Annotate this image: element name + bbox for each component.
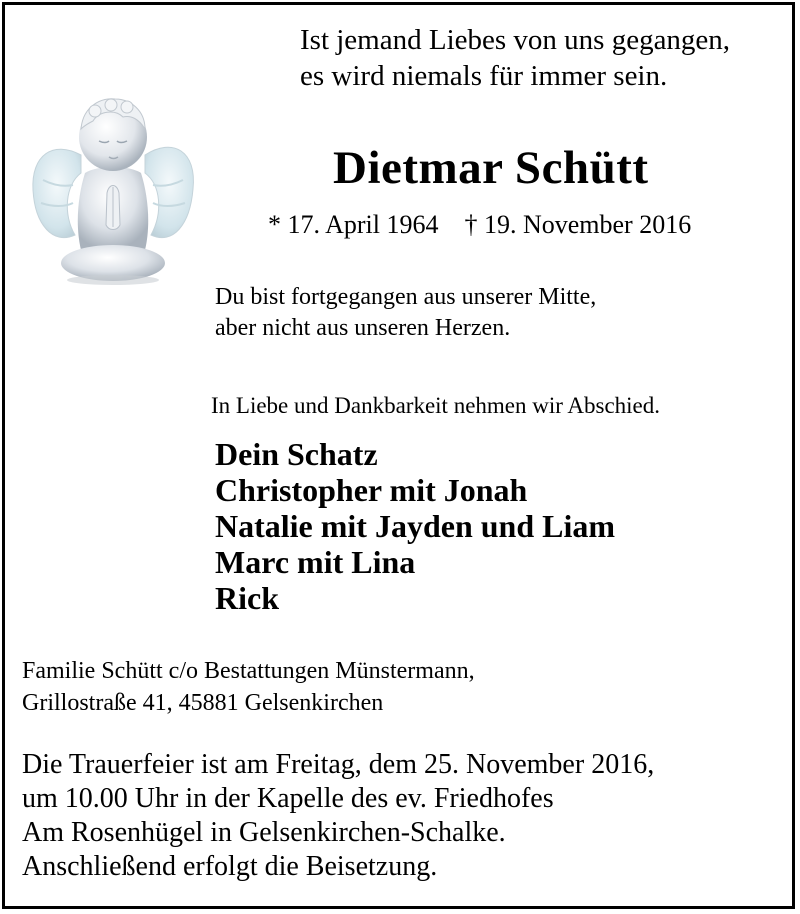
mourner-name: Christopher mit Jonah <box>215 472 528 508</box>
farewell-text: In Liebe und Dankbarkeit nehmen wir Abschied. <box>211 393 661 418</box>
contact-line: Familie Schütt c/o Bestattungen Münstermann, <box>22 658 475 684</box>
motto-verse <box>300 22 730 94</box>
life-dates <box>268 208 691 242</box>
quote-line: aber nicht aus unseren Herzen. <box>215 315 511 341</box>
mourner-name: Marc mit Lina <box>215 544 416 580</box>
service-line: Am Rosenhügel in Gelsenkirchen-Schalke. <box>22 817 506 848</box>
mourner-name: Rick <box>215 580 279 616</box>
contact-line: Grillostraße 41, 45881 Gelsenkirchen <box>22 690 384 716</box>
mourner-name: Dein Schatz <box>215 436 378 472</box>
mourners-list <box>215 436 615 616</box>
deceased-name: Dietmar Schütt <box>333 142 649 194</box>
funeral-service-info <box>22 748 654 884</box>
angel-figurine-image <box>23 85 203 288</box>
memorial-quote <box>215 282 596 344</box>
birth-date: * 17. April 1964 <box>268 210 439 239</box>
service-line: Die Trauerfeier ist am Freitag, dem 25. November 2016, <box>22 749 655 780</box>
service-line: um 10.00 Uhr in der Kapelle des ev. Friedhofes <box>22 783 554 814</box>
service-line: Anschließend erfolgt die Beisetzung. <box>22 851 438 882</box>
motto-line: Ist jemand Liebes von uns gegangen, <box>300 24 731 56</box>
death-date: † 19. November 2016 <box>464 210 692 239</box>
mourner-name: Natalie mit Jayden und Liam <box>215 508 616 544</box>
contact-address <box>22 655 475 719</box>
quote-line: Du bist fortgegangen aus unserer Mitte, <box>215 284 597 310</box>
motto-line: es wird niemals für immer sein. <box>300 60 668 92</box>
